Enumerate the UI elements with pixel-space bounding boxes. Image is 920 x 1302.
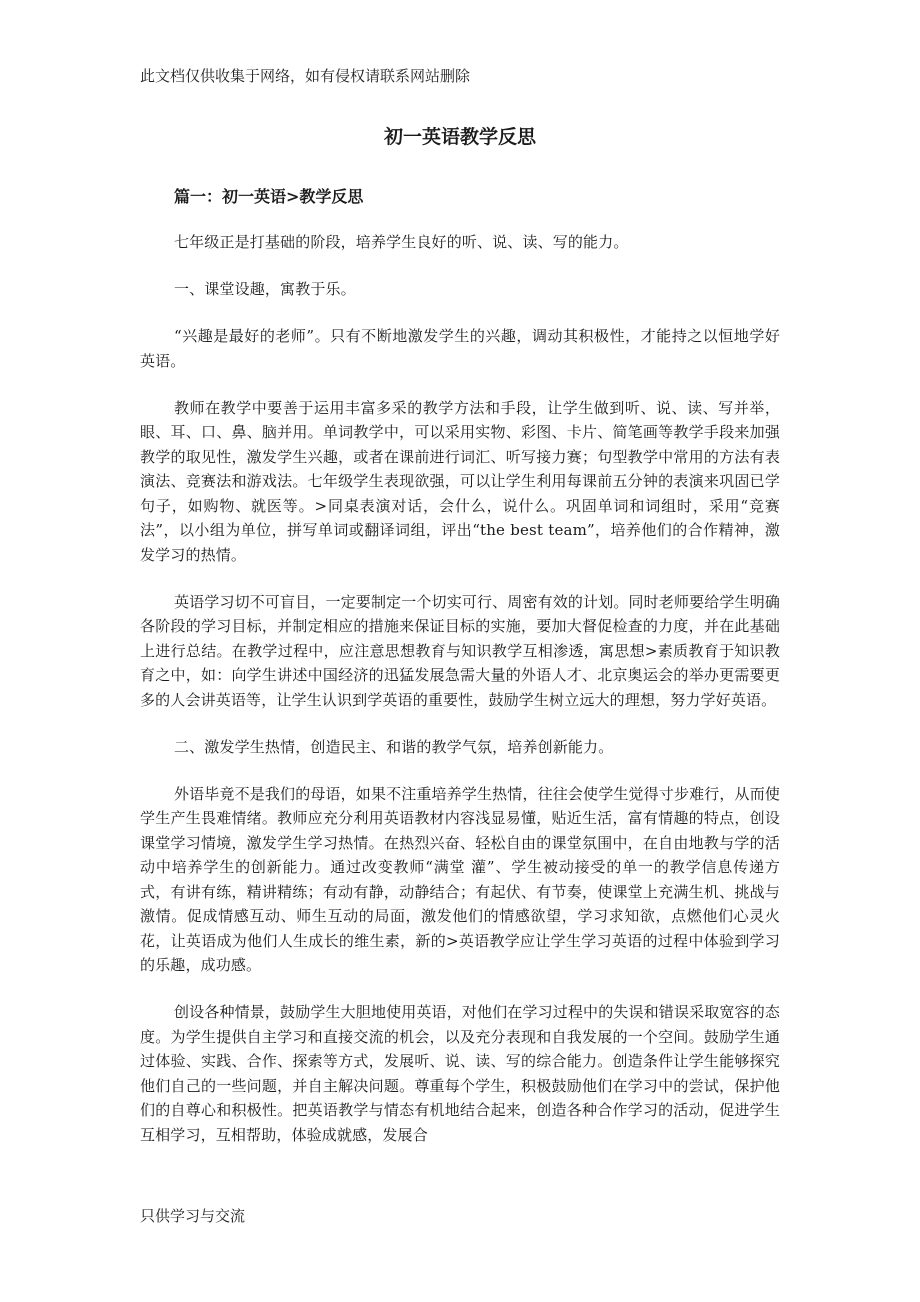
paragraph: 创设各种情景，鼓励学生大胆地使用英语，对他们在学习过程中的失误和错误采取宽容的态度。为学生提供自主学习和直接交流的机会，以及充分表现和自我发展的一个空间。鼓励学生通过体验、实践、合作、探索等方式，发展听、说、读、写的综合能力。创造条件让学生能够探究他们自己的一些问题，并自主解决问题。尊重每个学生，积极鼓励他们在学习中的尝试，保护他们的自尊心和积极性。把英语教学与情态有机地结合起来，创造各种合作学习的活动，促进学生互相学习，互相帮助，体验成就感，发展合: [140, 1003, 781, 1144]
footer-note: 只供学习与交流: [140, 1207, 246, 1225]
paragraph: 英语学习切不可盲目，一定要制定一个切实可行、周密有效的计划。同时老师要给学生明确各阶段的学习目标，并制定相应的措施来保证目标的实施，要加大督促检查的力度，并在此基础上进行总结。在教学过程中，应注意思想教育与知识教学互相渗透，寓思想>素质教育于知识教育之中，如：向学生讲述中国经济的迅猛发展急需大量的外语人才、北京奥运会的举办更需要更多的人会讲英语等，让学生认识到学英语的重要性，鼓励学生树立远大的理想，努力学好英语。: [140, 592, 781, 709]
document-title: 初一英语教学反思: [383, 126, 536, 148]
section-heading: 篇一：初一英语>教学反思: [174, 187, 364, 206]
document-body: [140, 230, 780, 1170]
paragraph: 外语毕竟不是我们的母语，如果不注重培养学生热情，往往会使学生觉得寸步难行，从而使学生产生畏难情绪。教师应充分利用英语教材内容浅显易懂，贴近生活，富有情趣的特点，创设课堂学习情境，激发学生学习热情。在热烈兴奋、轻松自由的课堂氛围中，在自由地教与学的活动中培养学生的创新能力。通过改变教师“满堂 灌”、学生被动接受的单一的教学信息传递方式，有讲有练，精讲精练；有动有静，动静结合；有起伏、有节奏，使课堂上充满生机、挑战与激情。促成情感互动、师生互动的局面，激发他们的情感欲望，学习求知欲，点燃他们心灵火花，让英语成为他们人生成长的维生素，新的>英语教学应让学生学习英语的过程中体验到学习 的乐趣，成功感。: [140, 784, 781, 974]
paragraph: “兴趣是最好的老师”。只有不断地激发学生的兴趣，调动其积极性，才能持之以恒地学好英语。: [140, 327, 780, 370]
paragraph: 一、课堂设趣，寓教于乐。: [174, 280, 356, 298]
paragraph: 二、激发学生热情，创造民主、和谐的教学气氛，培养创新能力。: [174, 737, 614, 756]
paragraph: 七年级正是打基础的阶段，培养学生良好的听、说、读、写的能力。: [174, 233, 629, 251]
paragraph: 教师在教学中要善于运用丰富多采的教学方法和手段，让学生做到听、说、读、写并举，眼、耳、口、鼻、脑并用。单词教学中，可以采用实物、彩图、卡片、简笔画等教学手段来加强教学的取见性，激发学生兴趣，或者在课前进行词汇、听写接力赛；句型教学中常用的方法有表演法、竞赛法和游戏法。七年级学生表现欲强，可以让学生利用每课前五分钟的表演来巩固已学句子，如购物、就医等。>同桌表演对话，会什么，说什么。巩固单词和词组时，采用“竞赛法”，以小组为单位，拼写单词或翻译词组，评出“the best team”，培养他们的合作精神，激发学习的热情。: [140, 398, 780, 564]
header-disclaimer: 此文档仅供收集于网络，如有侵权请联系网站删除: [140, 67, 471, 85]
